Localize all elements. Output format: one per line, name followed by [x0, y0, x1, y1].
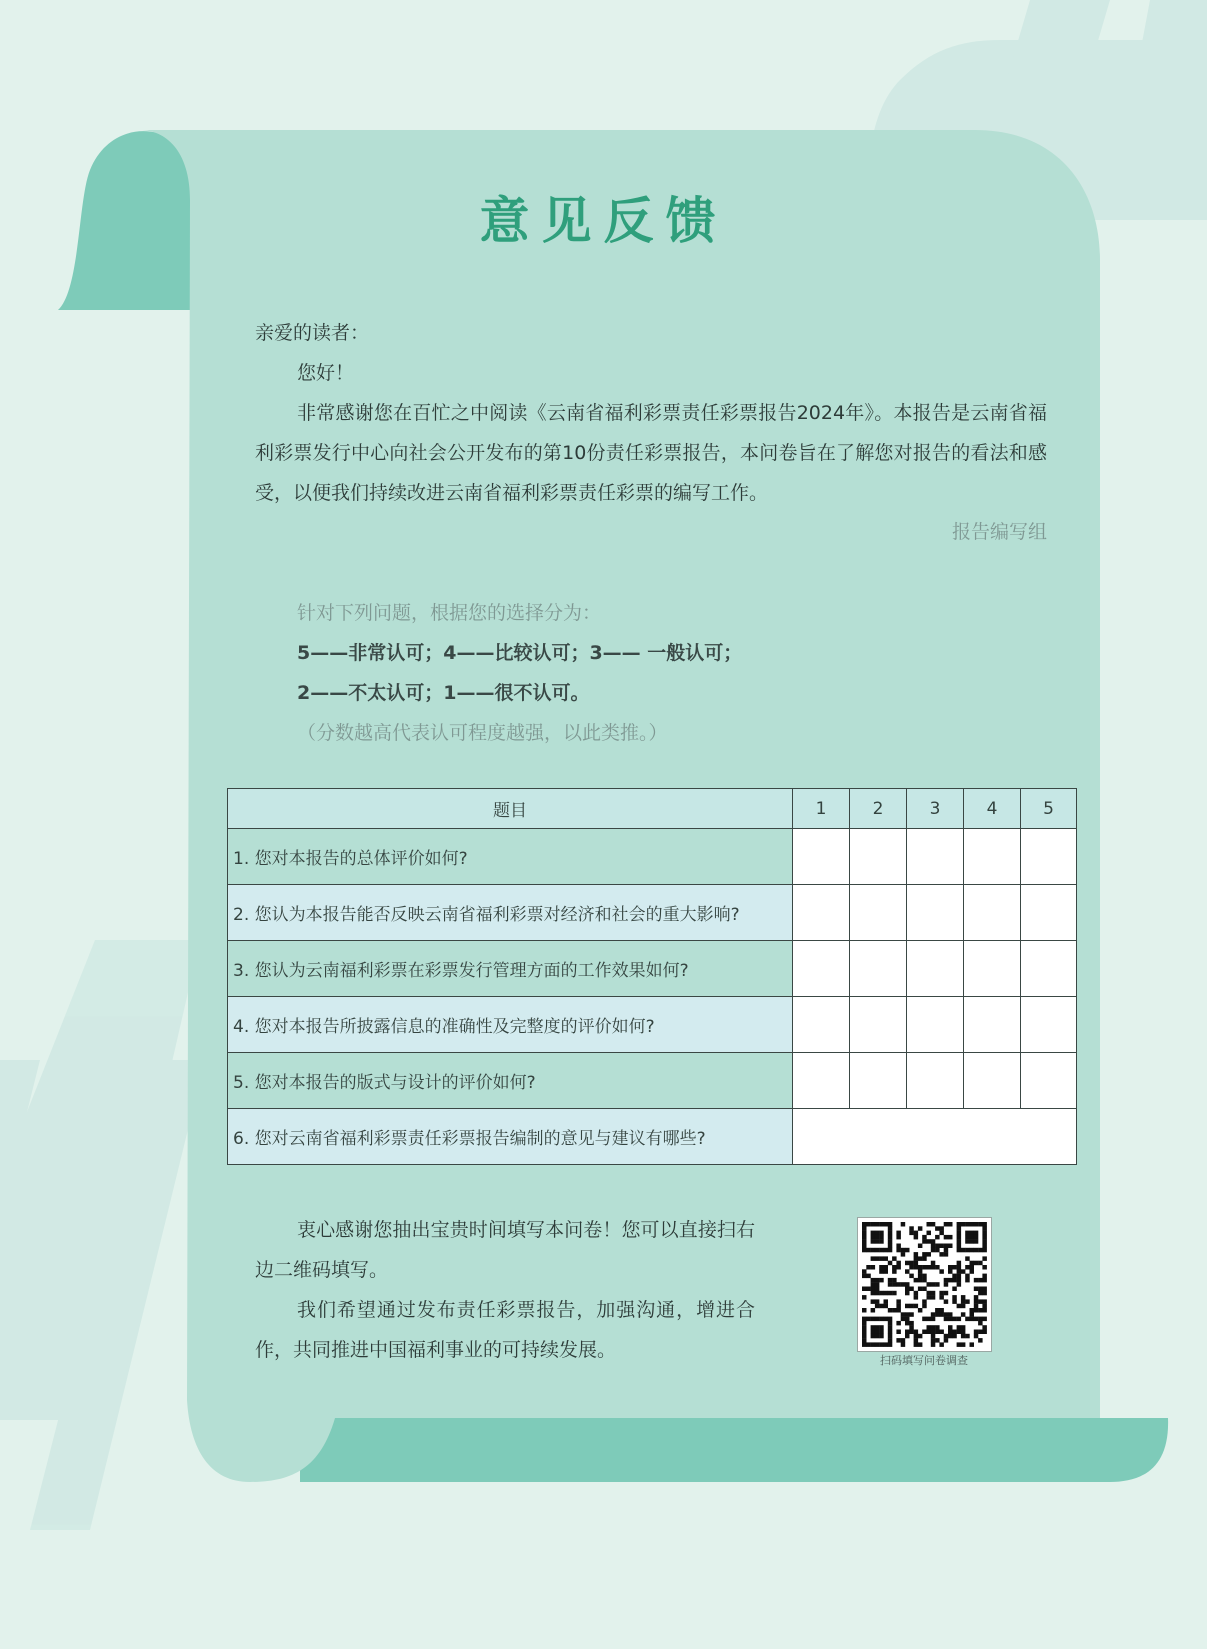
- q2-score-2-box[interactable]: [850, 885, 907, 941]
- q3-score-4-box[interactable]: [964, 941, 1021, 997]
- q4-score-4-box[interactable]: [964, 997, 1021, 1053]
- qr-code[interactable]: [857, 1217, 992, 1352]
- q3-score-5-box[interactable]: [1021, 941, 1077, 997]
- header-question: 题目: [228, 789, 793, 829]
- scoring-line-2: 2——不太认可；1——很不认可。: [297, 682, 590, 704]
- header-score-1: 1: [793, 789, 850, 829]
- header-score-2: 2: [850, 789, 907, 829]
- q5-score-4-box[interactable]: [964, 1053, 1021, 1109]
- table-row: [228, 885, 1077, 941]
- q5-score-5-box[interactable]: [1021, 1053, 1077, 1109]
- q2-score-3-box[interactable]: [907, 885, 964, 941]
- question-2: 2. 您认为本报告能否反映云南省福利彩票对经济和社会的重大影响?: [228, 885, 793, 941]
- question-1: 1. 您对本报告的总体评价如何?: [228, 829, 793, 885]
- intro-paragraph: 非常感谢您在百忙之中阅读《云南省福利彩票责任彩票报告2024年》。本报告是云南省福利彩票发行中心向社会公开发布的第10份责任彩票报告，本问卷旨在了解您对报告的看法和感受，以便我们持续改进云南省福利彩票责任彩票的编写工作。: [255, 402, 1047, 504]
- q4-score-1-box[interactable]: [793, 997, 850, 1053]
- question-4: 4. 您对本报告所披露信息的准确性及完整度的评价如何?: [228, 997, 793, 1053]
- table-row: [228, 1053, 1077, 1109]
- q5-score-1-box[interactable]: [793, 1053, 850, 1109]
- q1-score-4-box[interactable]: [964, 829, 1021, 885]
- q6-answer-box[interactable]: [793, 1109, 1077, 1165]
- question-3: 3. 您认为云南福利彩票在彩票发行管理方面的工作效果如何?: [228, 941, 793, 997]
- q1-score-3-box[interactable]: [907, 829, 964, 885]
- scoring-note: （分数越高代表认可程度越强，以此类推。）: [297, 722, 668, 744]
- question-5: 5. 您对本报告的版式与设计的评价如何?: [228, 1053, 793, 1109]
- signature: 报告编写组: [951, 521, 1047, 543]
- header-score-5: 5: [1021, 789, 1077, 829]
- q3-score-3-box[interactable]: [907, 941, 964, 997]
- qr-code-graphic: [858, 1218, 991, 1351]
- greeting: 亲爱的读者：: [255, 322, 370, 344]
- page-title: 意见反馈: [479, 192, 728, 250]
- header-score-3: 3: [907, 789, 964, 829]
- q3-score-2-box[interactable]: [850, 941, 907, 997]
- q3-score-1-box[interactable]: [793, 941, 850, 997]
- scoring-line-1: 5——非常认可；4——比较认可；3—— 一般认可；: [297, 642, 743, 664]
- header-score-4: 4: [964, 789, 1021, 829]
- table-row: [228, 997, 1077, 1053]
- q5-score-3-box[interactable]: [907, 1053, 964, 1109]
- table-row: [228, 941, 1077, 997]
- q5-score-2-box[interactable]: [850, 1053, 907, 1109]
- qr-caption: 扫码填写问卷调查: [880, 1354, 968, 1367]
- scoring-lead: 针对下列问题，根据您的选择分为：: [297, 602, 602, 624]
- table-header-row: [228, 789, 1077, 829]
- q4-score-2-box[interactable]: [850, 997, 907, 1053]
- closing-paragraph-1: 衷心感谢您抽出宝贵时间填写本问卷！您可以直接扫右边二维码填写。: [255, 1219, 755, 1281]
- q1-score-2-box[interactable]: [850, 829, 907, 885]
- q1-score-1-box[interactable]: [793, 829, 850, 885]
- table-row: [228, 1109, 1077, 1165]
- q4-score-3-box[interactable]: [907, 997, 964, 1053]
- q2-score-5-box[interactable]: [1021, 885, 1077, 941]
- question-6: 6. 您对云南省福利彩票责任彩票报告编制的意见与建议有哪些?: [228, 1109, 793, 1165]
- hello-line: 您好！: [297, 362, 355, 384]
- q1-score-5-box[interactable]: [1021, 829, 1077, 885]
- q2-score-1-box[interactable]: [793, 885, 850, 941]
- q2-score-4-box[interactable]: [964, 885, 1021, 941]
- survey-table: [227, 788, 1077, 1165]
- q4-score-5-box[interactable]: [1021, 997, 1077, 1053]
- scroll-curl-bottom: [300, 1418, 1168, 1482]
- closing-paragraph-2: 我们希望通过发布责任彩票报告，加强沟通，增进合作，共同推进中国福利事业的可持续发展。: [255, 1299, 755, 1361]
- table-row: [228, 829, 1077, 885]
